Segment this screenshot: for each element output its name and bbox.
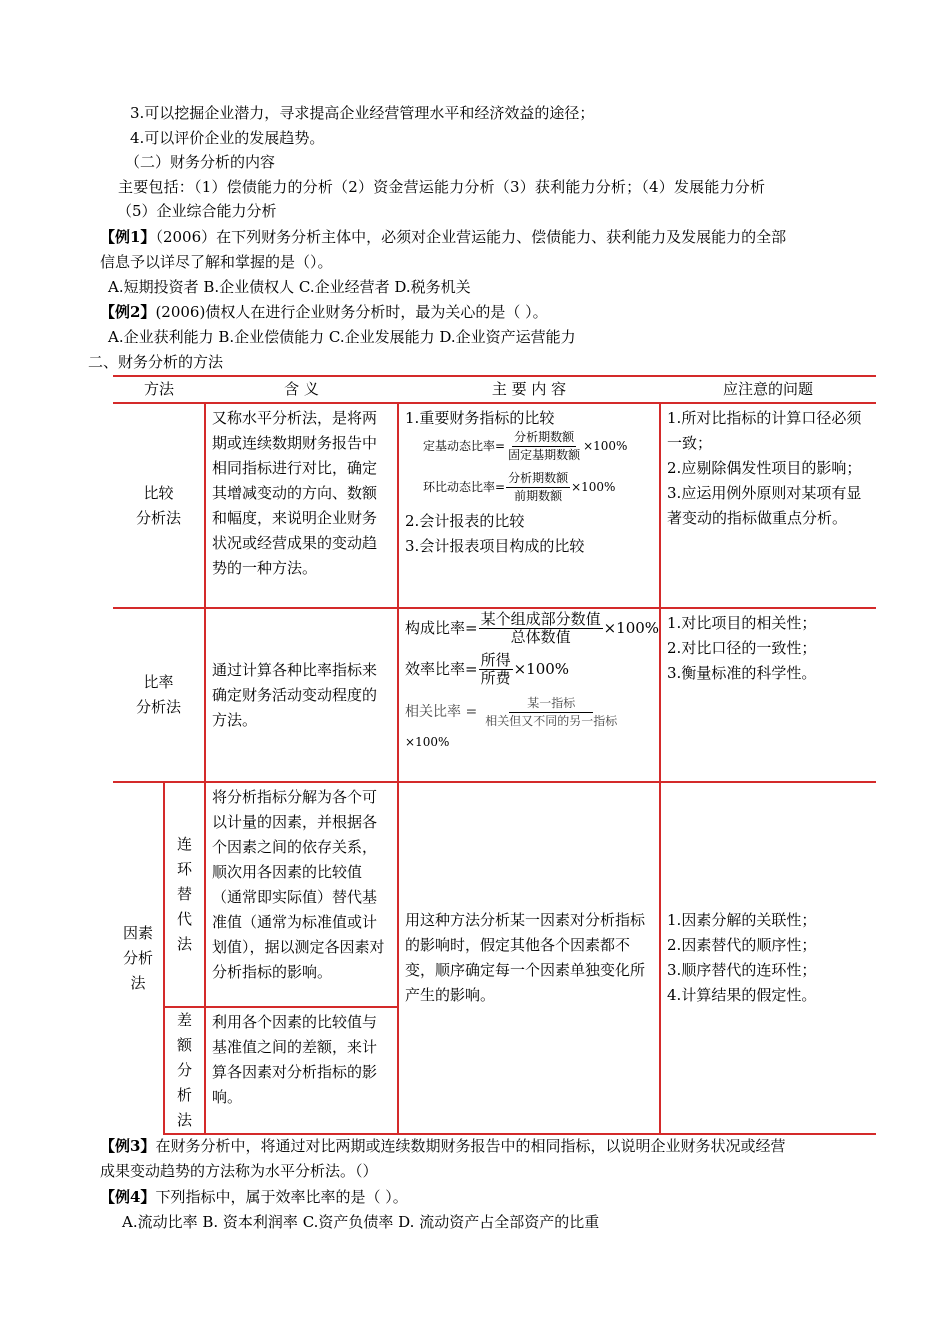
meaning-comparison: 又称水平分析法，是将两期或连续数期财务报告中相同指标进行对比，确定其增减变动的方向、数额和幅度，来说明企业财务状况或经营成果的变动趋势的一种方法。 <box>205 403 398 608</box>
notes-factor: 1.因素分解的关联性； 2.因素替代的顺序性； 3.顺序替代的连环性； 4.计算结果的假定性。 <box>660 782 876 1134</box>
table-row-ratio <box>113 608 876 782</box>
example-2-line-1: 【例2】(2006)债权人在进行企业财务分析时，最为关心的是（ ）。 <box>100 303 548 321</box>
methods-table <box>113 375 876 1135</box>
header-meaning: 含 义 <box>205 376 398 403</box>
formula-efficiency: 效率比率= $\frac{\text{所得}}{\text{所费}}$ ×100% <box>405 651 570 687</box>
content-ratio: 构成比率= $\frac{\text{某个组成部分数值}}{\text{总体数值}}$ ×100% 效率比率= $\frac{\text{所得}}{\text{所费}}$ ×100% 相关比率 = $\frac{\text{某一指标}}{\text{相关但又不同的另一指标}}$ ×100% <box>398 608 660 782</box>
example-4-label: 【例4】 <box>100 1188 156 1206</box>
table-row-comparison <box>113 403 876 608</box>
method-name-comparison: 比较 分析法 <box>113 403 205 608</box>
header-method: 方法 <box>113 376 205 403</box>
intro-line-4: 主要包括：（1）偿债能力的分析（2）资金营运能力分析（3）获利能力分析；（4）发展能力分析 <box>118 178 766 196</box>
example-3-label: 【例3】 <box>100 1137 156 1155</box>
example-2-label: 【例2】 <box>100 303 156 321</box>
example-1-label: 【例1】 <box>100 228 156 246</box>
intro-line-1: 3.可以挖掘企业潜力，寻求提高企业经营管理水平和经济效益的途径； <box>130 104 595 122</box>
header-content: 主 要 内 容 <box>398 376 660 403</box>
section-content-heading: （二）财务分析的内容 <box>125 153 276 171</box>
intro-line-2: 4.可以评价企业的发展趋势。 <box>130 129 325 147</box>
formula-related: 相关比率 = $\frac{\text{某一指标}}{\text{相关但又不同的另一指标}}$ <box>405 696 618 728</box>
example-1-line-2: 信息予以详尽了解和掌握的是（）。 <box>100 253 333 271</box>
submethod-difference: 差 额 分 析 法 <box>164 1007 205 1134</box>
content-comparison: 1.重要财务指标的比较 定基动态比率= $\frac{\text{分析期数额}}{\text{固定基期数额}}$ ×100% 环比动态比率= $\frac{\text{分析期数额}}{\text{前期数额}}$ ×100% 2.会计报表的比较 3.会计报表项目构成的比较 <box>398 403 660 608</box>
section-methods-title: 二、财务分析的方法 <box>88 353 224 371</box>
formula-composition: 构成比率= $\frac{\text{某个组成部分数值}}{\text{总体数值}}$ ×100% <box>405 610 660 646</box>
method-name-factor: 因素 分析 法 <box>113 782 164 1134</box>
example-3-line-1: 【例3】在财务分析中，将通过对比两期或连续数期财务报告中的相同指标，以说明企业财务状况或经营 <box>100 1137 786 1155</box>
meaning-ratio: 通过计算各种比率指标来确定财务活动变动程度的方法。 <box>205 608 398 782</box>
formula-chain: 环比动态比率= $\frac{\text{分析期数额}}{\text{前期数额}}$ ×100% <box>423 471 616 503</box>
submethod-chain-substitution: 连 环 替 代 法 <box>164 782 205 1007</box>
formula-fixed-base: 定基动态比率= $\frac{\text{分析期数额}}{\text{固定基期数额}}$ ×100% <box>423 430 628 462</box>
table-header-row <box>113 376 876 403</box>
example-1-options: A.短期投资者 B.企业债权人 C.企业经营者 D.税务机关 <box>108 278 471 296</box>
example-4-options: A.流动比率 B. 资本利润率 C.资产负债率 D. 流动资产占全部资产的比重 <box>122 1213 600 1231</box>
example-4-line-1: 【例4】下列指标中，属于效率比率的是（ ）。 <box>100 1188 408 1206</box>
example-2-options: A.企业获利能力 B.企业偿债能力 C.企业发展能力 D.企业资产运营能力 <box>108 328 576 346</box>
example-1-line-1: 【例1】（2006）在下列财务分析主体中，必须对企业营运能力、偿债能力、获利能力及发展能力的全部 <box>100 228 787 246</box>
meaning-difference: 利用各个因素的比较值与基准值之间的差额，来计算各因素对分析指标的影响。 <box>205 1007 398 1134</box>
table-row-factor-chain <box>113 782 876 1007</box>
intro-line-5: （5）企业综合能力分析 <box>117 202 277 220</box>
notes-comparison: 1.所对比指标的计算口径必须一致； 2.应剔除偶发性项目的影响； 3.应运用例外原则对某项有显著变动的指标做重点分析。 <box>660 403 876 608</box>
header-notes: 应注意的问题 <box>660 376 876 403</box>
meaning-chain-substitution: 将分析指标分解为各个可以计量的因素，并根据各个因素之间的依存关系，顺次用各因素的比较值（通常即实际值）替代基准值（通常为标准值或计划值），据以测定各因素对分析指标的影响。 <box>205 782 398 1007</box>
notes-ratio: 1.对比项目的相关性； 2.对比口径的一致性； 3.衡量标准的科学性。 <box>660 608 876 782</box>
example-3-line-2: 成果变动趋势的方法称为水平分析法。（） <box>100 1162 378 1180</box>
method-name-ratio: 比率 分析法 <box>113 608 205 782</box>
content-factor: 用这种方法分析某一因素对分析指标的影响时，假定其他各个因素都不变，顺序确定每一个因素单独变化所产生的影响。 <box>398 782 660 1134</box>
